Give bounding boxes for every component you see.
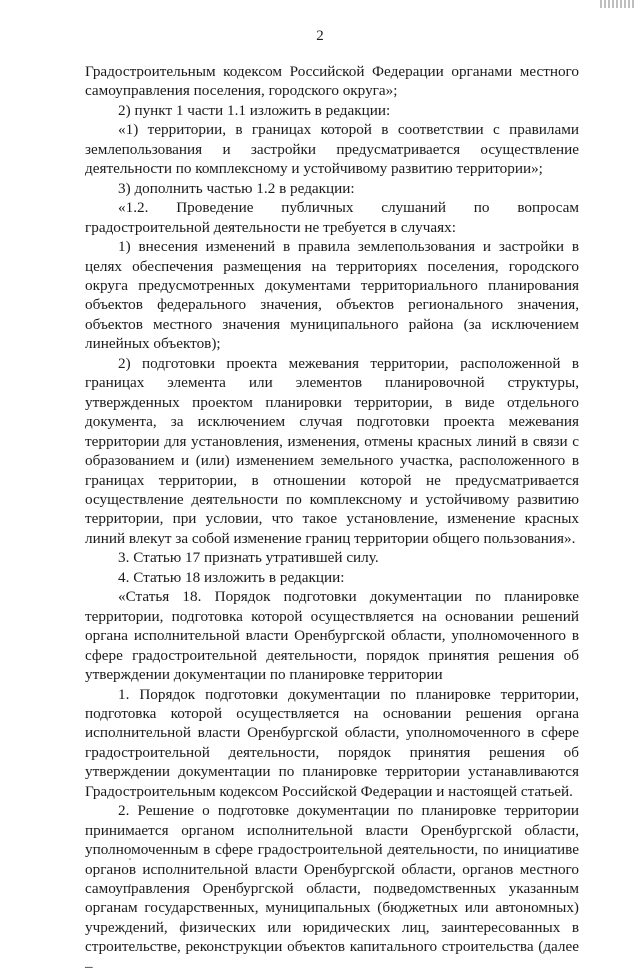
paragraph: «1) территории, в границах которой в соответствии с правилами землепользования и застройки предусматривается осуществление деятельности по комплексному и устойчивому развитию территории»;	[85, 121, 579, 178]
scan-artifact	[600, 0, 634, 8]
paragraph: 2) пункт 1 части 1.1 изложить в редакции:	[118, 101, 391, 119]
paragraph: 3) дополнить частью 1.2 в редакции:	[118, 179, 355, 197]
paragraph: 2) подготовки проекта межевания территории, расположенной в границах элемента или элементов планировочной структуры, утвержденных проектом планировки территории, в виде отдельного документа, за исключением случая подготовки проекта межевания территории для установления, изменения, отмены красных линий в связи с образованием и (или) изменением земельного участка, расположенного в границах территории, в отношении которой не предусматривается осуществление деятельности по комплексному и устойчивому развитию территории, при условии, что такое установление, изменение красных линий влекут за собой изменение границ территории общего пользования».	[85, 354, 579, 547]
article-heading: «Статья 18. Порядок подготовки документации по планировке территории, подготовка которой осуществляется на основании решений органа исполнительной власти Оренбургской области, уполномоченного в сфере градостроительной деятельности, порядок принятия решения об утверждении документации по планировке территории	[85, 588, 579, 684]
paragraph: 2. Решение о подготовке документации по планировке территории принимается органом исполнительной власти Оренбургской области, уполномоченным в сфере градостроительной деятельности, по инициативе органов исполнительной власти Оренбургской области, органов местного самоуправления Оренбургской области, подведомственных указанным органам государственных, муниципальных (бюджетных или автономных) учреждений, физических или юридических лиц, заинтересованных в строительстве, реконструкции объектов капитального строительства (далее –	[85, 802, 579, 975]
paragraph: 1. Порядок подготовки документации по планировке территории, подготовка которой осуществляется на основании решения органа исполнительной власти Оренбургской области, уполномоченного в сфере градостроительной деятельности, порядок принятия решения об утверждении документации по планировке территории устанавливаются Градостроительным кодексом Российской Федерации и настоящей статьей.	[85, 685, 579, 800]
paragraph: «1.2. Проведение публичных слушаний по вопросам градостроительной деятельности не требуется в случаях:	[85, 199, 579, 236]
document-body	[85, 62, 579, 976]
paragraph: 3. Статью 17 признать утратившей силу.	[118, 549, 379, 567]
paragraph: Градостроительным кодексом Российской Федерации органами местного самоуправления поселения, городского округа»;	[85, 63, 579, 100]
page-number: 2	[316, 28, 324, 44]
paragraph: 1) внесения изменений в правила землепользования и застройки в целях обеспечения размещения на территориях поселения, городского округа предусмотренных документами территориального планирования объектов федерального значения, объектов регионального значения, объектов местного значения муниципального района (за исключением линейных объектов);	[85, 238, 579, 353]
paragraph: 4. Статью 18 изложить в редакции:	[118, 568, 345, 586]
